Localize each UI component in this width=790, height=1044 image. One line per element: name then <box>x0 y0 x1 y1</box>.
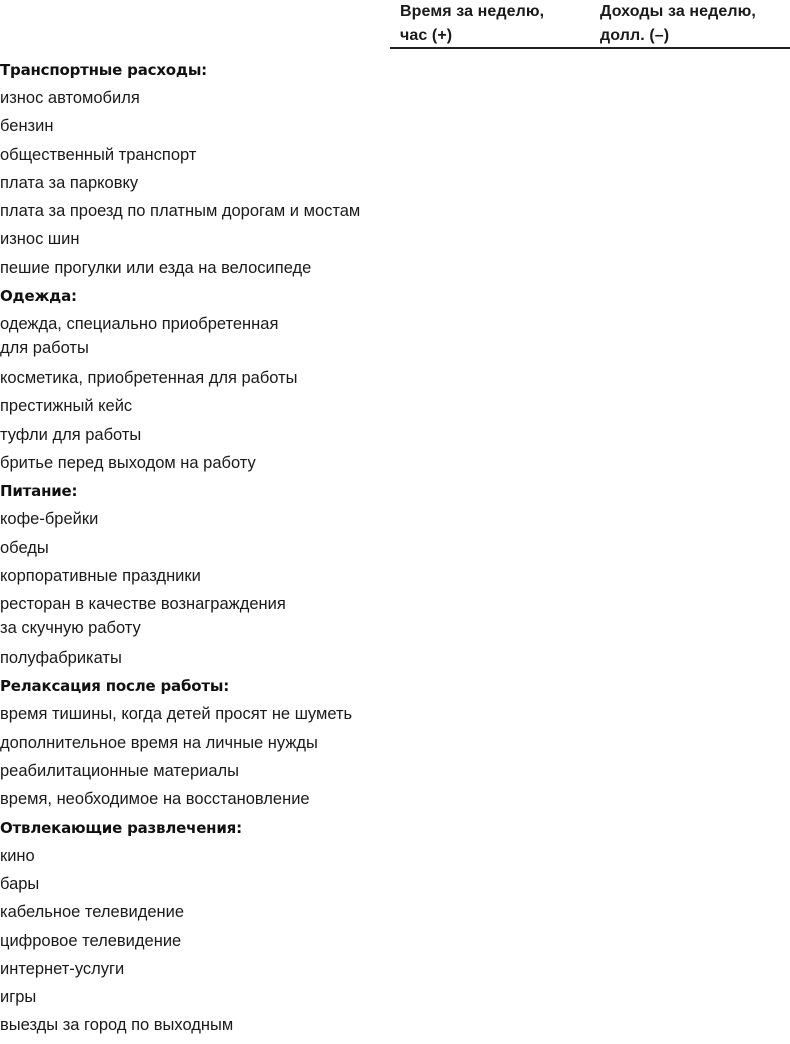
column-header-weekly-income-line1: Доходы за неделю, <box>600 3 756 20</box>
list-item: игры <box>0 988 37 1007</box>
column-header-weekly-time <box>400 0 590 48</box>
list-item-line1: одежда, специально приобретенная <box>0 315 279 334</box>
list-item: плата за проезд по платным дорогам и мостам <box>0 202 361 221</box>
list-item: туфли для работы <box>0 425 142 444</box>
list-item: интернет-услуги <box>0 959 125 978</box>
list-item-line1: ресторан в качестве вознаграждения <box>0 595 286 614</box>
list-item: реабилитационные материалы <box>0 762 240 781</box>
list-item: бензин <box>0 117 54 136</box>
list-item: износ автомобиля <box>0 89 140 107</box>
list-item-line2: для работы <box>0 339 89 358</box>
category-title-food: Питание: <box>0 482 78 501</box>
list-item: цифровое телевидение <box>0 931 182 950</box>
column-header-weekly-income <box>600 0 790 48</box>
list-item: престижный кейс <box>0 397 133 416</box>
list-item: бритье перед выходом на работу <box>0 453 256 472</box>
list-item: корпоративные праздники <box>0 566 201 585</box>
list-item: дополнительное время на личные нужды <box>0 733 318 752</box>
list-item: бары <box>0 874 40 893</box>
list-item: косметика, приобретенная для работы <box>0 369 298 388</box>
expense-list <box>0 56 385 1040</box>
list-item: общественный транспорт <box>0 145 197 164</box>
list-item <box>0 590 385 644</box>
category-title-clothing: Одежда: <box>0 287 77 306</box>
list-item: кабельное телевидение <box>0 903 185 922</box>
column-header-weekly-time-line2: час (+) <box>400 27 453 44</box>
category-title-entertainment: Отвлекающие развлечения: <box>0 818 242 837</box>
list-item: кофе-брейки <box>0 510 99 529</box>
list-item: пешие прогулки или езда на велосипеде <box>0 258 312 277</box>
list-item: время тишины, когда детей просят не шуметь <box>0 705 353 724</box>
category-title-relaxation: Релаксация после работы: <box>0 677 229 696</box>
list-item: износ шин <box>0 230 80 249</box>
header-divider <box>390 47 790 49</box>
list-item: полуфабрикаты <box>0 649 122 668</box>
list-item: обеды <box>0 538 49 557</box>
list-item: время, необходимое на восстановление <box>0 790 310 809</box>
list-item <box>0 310 385 364</box>
column-header-weekly-income-line2: долл. (–) <box>600 27 670 44</box>
list-item: плата за парковку <box>0 173 139 192</box>
list-item: кино <box>0 846 35 865</box>
list-item-line2: за скучную работу <box>0 619 141 638</box>
list-item: выезды за город по выходным <box>0 1016 234 1035</box>
column-header-weekly-time-line1: Время за неделю, <box>400 3 545 20</box>
category-title-transport: Транспортные расходы: <box>0 61 207 79</box>
